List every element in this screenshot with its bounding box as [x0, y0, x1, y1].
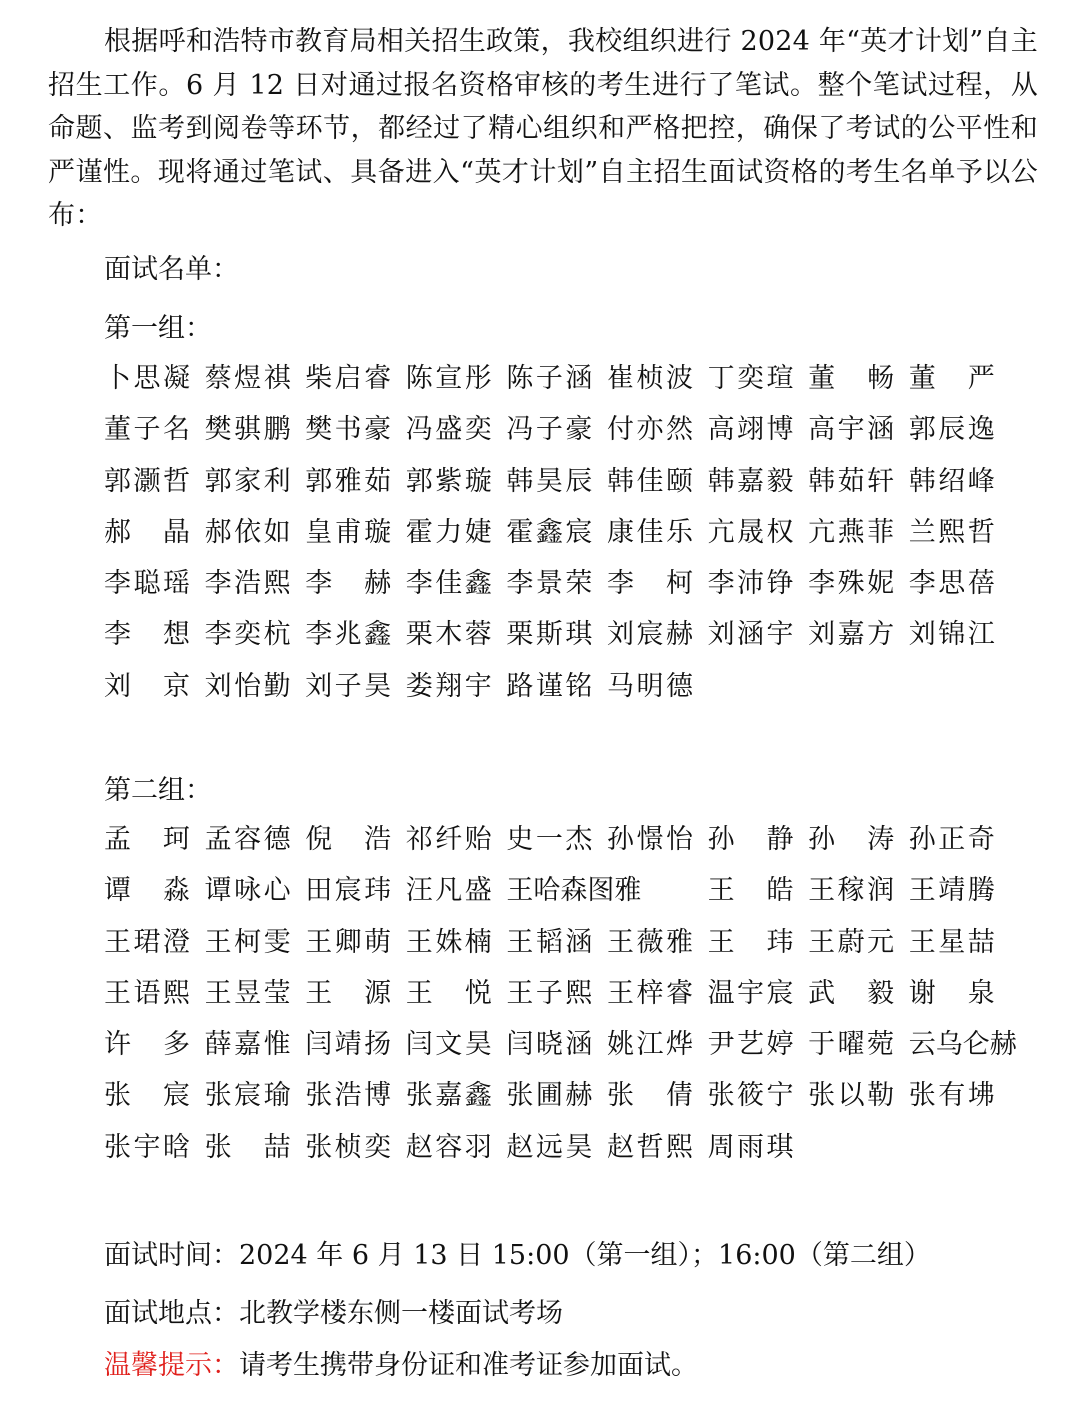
- candidate-name: 高翊博: [707, 414, 794, 446]
- candidate-name: 孟容德: [204, 824, 291, 855]
- candidate-name: 王稼润: [808, 875, 895, 907]
- candidate-name: 陈子涵: [506, 363, 593, 394]
- candidate-name: 王语熙: [104, 977, 190, 1009]
- candidate-name: 赵哲熙: [606, 1131, 693, 1163]
- candidate-name: 张以勒: [808, 1080, 895, 1112]
- candidate-name: 郭辰逸: [908, 414, 995, 446]
- candidate-name: 高宇涵: [808, 414, 895, 446]
- candidate-name: 柴启睿: [305, 363, 392, 394]
- candidate-name: 刘涵宇: [707, 619, 794, 651]
- candidate-name: 李 柯: [606, 568, 693, 600]
- candidate-name: 卜思凝: [104, 363, 190, 394]
- candidate-name: 李奕杭: [204, 619, 291, 651]
- candidate-name: 王 源: [305, 977, 392, 1009]
- candidate-name: 祁纤贻: [405, 824, 492, 855]
- candidate-name: 张有坲: [908, 1080, 995, 1112]
- candidate-name: 蔡煜祺: [204, 363, 291, 394]
- candidate-name: 韩佳颐: [606, 465, 693, 497]
- candidate-name: 王卿萌: [305, 926, 392, 958]
- candidate-name: 李浩熙: [204, 568, 291, 600]
- candidate-name: 刘怡勤: [204, 670, 291, 702]
- candidate-name: 倪 浩: [305, 824, 392, 855]
- intro-paragraph: 根据呼和浩特市教育局相关招生政策，我校组织进行 2024 年“英才计划”自主招生工作。6 月 12 日对通过报名资格审核的考生进行了笔试。整个笔试过程，从命题、监考到阅卷等环节，都经过了精心组织和严格把控，确保了考试的公平性和严谨性。现将通过笔试、具备进入“英才计划”自主招生面试资格的考生名单予以公布：: [48, 26, 1038, 231]
- candidate-name: 许 多: [104, 1029, 190, 1061]
- candidate-name: 于曜菀: [808, 1029, 895, 1061]
- candidate-name: 闫靖扬: [305, 1029, 392, 1061]
- candidate-name: 孙 静: [707, 824, 794, 855]
- candidate-name: 王子熙: [506, 977, 593, 1009]
- candidate-name: 董子名: [104, 414, 190, 446]
- candidate-name: 刘锦江: [908, 619, 995, 651]
- group1-name-list: [104, 361, 1034, 720]
- candidate-name: 王薇雅: [606, 926, 693, 958]
- candidate-name: 李景荣: [506, 568, 593, 600]
- candidate-name: 亢晟权: [707, 516, 794, 548]
- candidate-name: 张宇晗: [104, 1131, 190, 1163]
- candidate-name: 王柯雯: [204, 926, 291, 958]
- candidate-name: 张嘉鑫: [405, 1080, 492, 1112]
- candidate-name: 温宇宸: [707, 977, 794, 1009]
- candidate-name: 张筱宁: [707, 1080, 794, 1112]
- candidate-name: 李 赫: [305, 568, 392, 600]
- candidate-name: 崔桢波: [606, 363, 693, 394]
- candidate-name: 刘嘉方: [808, 619, 895, 651]
- candidate-name: 李思蓓: [908, 568, 995, 600]
- candidate-name: 栗木蓉: [405, 619, 492, 651]
- reminder-text: 请考生携带身份证和准考证参加面试。: [239, 1350, 698, 1381]
- interview-place: 面试地点：北教学楼东侧一楼面试考场: [104, 1298, 563, 1329]
- candidate-name: 王靖腾: [908, 875, 995, 907]
- candidate-name: 郭雅茹: [305, 465, 392, 497]
- candidate-name: 孙憬怡: [606, 824, 693, 855]
- candidate-name: 张浩博: [305, 1080, 392, 1112]
- candidate-name: 谢 泉: [908, 977, 995, 1009]
- candidate-name: 韩绍峰: [908, 465, 995, 497]
- candidate-name: 王昱莹: [204, 977, 291, 1009]
- candidate-name: 王哈森图雅: [506, 875, 642, 907]
- candidate-name: 丁奕瑄: [707, 363, 794, 394]
- candidate-name: 郝 晶: [104, 516, 190, 548]
- candidate-name: 王韬涵: [506, 926, 593, 958]
- candidate-name: 刘子昊: [305, 670, 392, 702]
- candidate-name: 郝依如: [204, 516, 291, 548]
- reminder-label: 温馨提示：: [104, 1350, 239, 1381]
- candidate-name: 赵远昊: [506, 1131, 593, 1163]
- candidate-name: 霍力婕: [405, 516, 492, 548]
- candidate-name: 韩昊辰: [506, 465, 593, 497]
- candidate-name: 张桢奕: [305, 1131, 392, 1163]
- candidate-name: 韩茹轩: [808, 465, 895, 497]
- candidate-name: 康佳乐: [606, 516, 693, 548]
- candidate-name: 王 皓: [707, 875, 794, 907]
- candidate-name: 武 毅: [808, 977, 895, 1009]
- candidate-name: 李殊妮: [808, 568, 895, 600]
- candidate-name: 王 悦: [405, 977, 492, 1009]
- candidate-name: 谭 淼: [104, 875, 190, 907]
- candidate-name: 李兆鑫: [305, 619, 392, 651]
- candidate-name: 姚江烨: [606, 1029, 693, 1061]
- candidate-name: 郭紫璇: [405, 465, 492, 497]
- candidate-name: 樊书豪: [305, 414, 392, 446]
- candidate-name: 董 畅: [808, 363, 895, 394]
- group1-title: 第一组：: [104, 313, 212, 344]
- candidate-name: 尹艺婷: [707, 1029, 794, 1061]
- candidate-name: 路谨铭: [506, 670, 593, 702]
- candidate-name: 谭咏心: [204, 875, 291, 907]
- candidate-name: 张 喆: [204, 1131, 291, 1163]
- candidate-name: 刘宸赫: [606, 619, 693, 651]
- candidate-name: 张 倩: [606, 1080, 693, 1112]
- candidate-name: 刘 京: [104, 670, 190, 702]
- candidate-name: 霍鑫宸: [506, 516, 593, 548]
- candidate-name: 闫晓涵: [506, 1029, 593, 1061]
- candidate-name: 闫文昊: [405, 1029, 492, 1061]
- candidate-name: 兰熙哲: [908, 516, 995, 548]
- list-title: 面试名单：: [104, 254, 239, 285]
- candidate-name: 王珺澄: [104, 926, 190, 958]
- candidate-name: 樊骐鹏: [204, 414, 291, 446]
- candidate-name: 冯盛奕: [405, 414, 492, 446]
- candidate-name: 王梓睿: [606, 977, 693, 1009]
- candidate-name: 陈宣彤: [405, 363, 492, 394]
- candidate-name: 史一杰: [506, 824, 593, 855]
- candidate-name: 郭灏哲: [104, 465, 190, 497]
- candidate-name: 李聪瑶: [104, 568, 190, 600]
- candidate-name: 王星喆: [908, 926, 995, 958]
- candidate-name: 张宸瑜: [204, 1080, 291, 1112]
- candidate-name: 李 想: [104, 619, 190, 651]
- reminder: [104, 1348, 698, 1384]
- candidate-name: 云乌仑赫: [908, 1029, 1017, 1061]
- candidate-name: 冯子豪: [506, 414, 593, 446]
- candidate-name: 李沛铮: [707, 568, 794, 600]
- candidate-name: 汪凡盛: [405, 875, 492, 907]
- candidate-name: 郭家利: [204, 465, 291, 497]
- group2-title: 第二组：: [104, 775, 212, 806]
- candidate-name: 娄翔宇: [405, 670, 492, 702]
- group2-name-list: [104, 822, 1034, 1181]
- candidate-name: 王蔚元: [808, 926, 895, 958]
- candidate-name: 孙正奇: [908, 824, 995, 855]
- interview-time: 面试时间：2024 年 6 月 13 日 15:00（第一组）；16:00（第二组）: [104, 1240, 931, 1271]
- candidate-name: 周雨琪: [707, 1131, 794, 1163]
- candidate-name: 张圃赫: [506, 1080, 593, 1112]
- candidate-name: 张 宸: [104, 1080, 190, 1112]
- candidate-name: 董 严: [908, 363, 995, 394]
- candidate-name: 马明德: [606, 670, 693, 702]
- candidate-name: 赵容羽: [405, 1131, 492, 1163]
- candidate-name: 孙 涛: [808, 824, 895, 855]
- candidate-name: 皇甫璇: [305, 516, 392, 548]
- candidate-name: 孟 珂: [104, 824, 190, 855]
- candidate-name: 亢燕菲: [808, 516, 895, 548]
- candidate-name: 韩嘉毅: [707, 465, 794, 497]
- candidate-name: 王 玮: [707, 926, 794, 958]
- candidate-name: 田宸玮: [305, 875, 392, 907]
- candidate-name: 栗斯琪: [506, 619, 593, 651]
- candidate-name: 王姝楠: [405, 926, 492, 958]
- candidate-name: 薛嘉惟: [204, 1029, 291, 1061]
- candidate-name: 李佳鑫: [405, 568, 492, 600]
- candidate-name: 付亦然: [606, 414, 693, 446]
